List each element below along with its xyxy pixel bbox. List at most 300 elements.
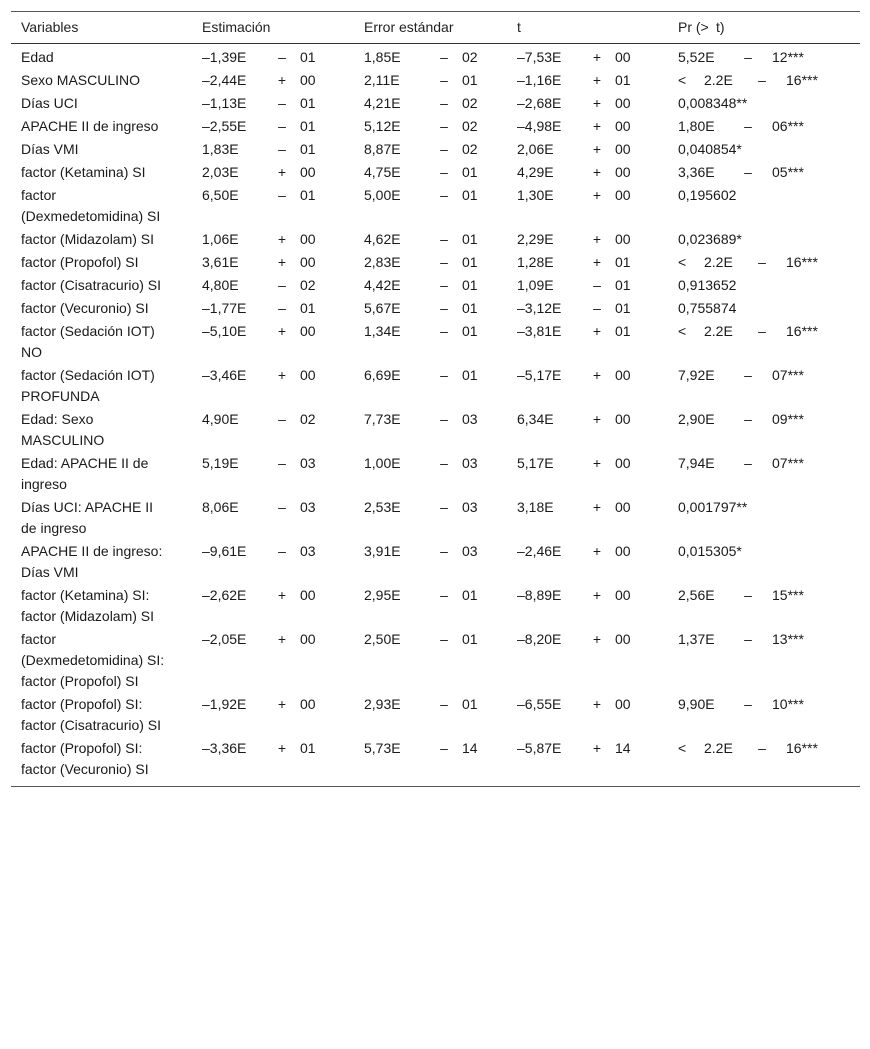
variable-label: Días UCI: APACHE II de ingreso <box>21 499 153 536</box>
p-exponent: 05*** <box>772 164 804 180</box>
cell-pr <box>668 69 860 92</box>
p-value <box>678 696 804 712</box>
table-row <box>11 452 860 496</box>
p-sign: – <box>744 455 752 471</box>
cell-t-sign: + <box>592 323 602 339</box>
cell-estimacion-mantissa: –2,44E <box>202 72 247 88</box>
cell-pr <box>668 496 860 540</box>
cell-t-mantissa: –8,89E <box>517 587 562 603</box>
p-exponent: 13*** <box>772 631 804 647</box>
cell-estimacion <box>192 184 354 228</box>
cell-estimacion-sign: – <box>278 141 286 157</box>
cell-variable <box>11 540 192 584</box>
table-row <box>11 408 860 452</box>
cell-estimacion-mantissa: 1,83E <box>202 141 239 157</box>
cell-estimacion-mantissa: –1,13E <box>202 95 247 111</box>
p-sign: – <box>744 631 752 647</box>
cell-error-estandar-sign: – <box>440 95 448 111</box>
p-mantissa: 2.2E <box>704 740 733 756</box>
cell-estimacion <box>192 138 354 161</box>
p-mantissa: 3,36E <box>678 164 715 180</box>
cell-t-sign: + <box>592 187 602 203</box>
cell-error-estandar-mantissa: 2,93E <box>364 696 401 712</box>
cell-error-estandar <box>354 297 507 320</box>
table-row <box>11 737 860 787</box>
p-sign: – <box>744 587 752 603</box>
cell-t-sign: + <box>592 587 602 603</box>
cell-error-estandar-mantissa: 2,83E <box>364 254 401 270</box>
header-pr-right: t) <box>716 19 725 35</box>
cell-estimacion-exponent: 01 <box>300 141 316 157</box>
cell-error-estandar-exponent: 01 <box>462 254 478 270</box>
p-value <box>678 740 818 756</box>
cell-pr <box>668 274 860 297</box>
p-exponent: 07*** <box>772 367 804 383</box>
cell-t <box>507 320 668 364</box>
cell-error-estandar-mantissa: 7,73E <box>364 411 401 427</box>
cell-estimacion-mantissa: –3,36E <box>202 740 247 756</box>
table-row <box>11 584 860 628</box>
cell-variable <box>11 364 192 408</box>
cell-estimacion <box>192 693 354 737</box>
cell-variable <box>11 628 192 693</box>
cell-error-estandar <box>354 44 507 70</box>
p-value: 0,195602 <box>678 187 737 203</box>
cell-t-mantissa: 1,09E <box>517 277 554 293</box>
cell-t-mantissa: 5,17E <box>517 455 554 471</box>
cell-error-estandar-mantissa: 2,50E <box>364 631 401 647</box>
variable-label: factor (Ketamina) SI <box>21 164 146 180</box>
cell-t <box>507 228 668 251</box>
cell-t <box>507 737 668 787</box>
cell-estimacion-exponent: 02 <box>300 411 316 427</box>
cell-t-mantissa: 6,34E <box>517 411 554 427</box>
cell-t-exponent: 00 <box>615 141 631 157</box>
cell-error-estandar <box>354 320 507 364</box>
cell-t-mantissa: –2,46E <box>517 543 562 559</box>
cell-error-estandar <box>354 496 507 540</box>
cell-error-estandar-sign: – <box>440 631 448 647</box>
cell-error-estandar <box>354 540 507 584</box>
cell-error-estandar-exponent: 02 <box>462 49 478 65</box>
cell-variable <box>11 496 192 540</box>
cell-estimacion-sign: – <box>278 499 286 515</box>
cell-error-estandar-mantissa: 5,00E <box>364 187 401 203</box>
cell-estimacion-sign: – <box>278 543 286 559</box>
cell-t-mantissa: –5,87E <box>517 740 562 756</box>
cell-error-estandar-sign: – <box>440 587 448 603</box>
cell-estimacion <box>192 228 354 251</box>
cell-t-mantissa: –8,20E <box>517 631 562 647</box>
cell-t-sign: + <box>592 631 602 647</box>
variable-label: Días UCI <box>21 95 78 111</box>
cell-variable <box>11 693 192 737</box>
cell-estimacion <box>192 496 354 540</box>
p-less-than: < <box>678 72 687 88</box>
cell-t-mantissa: 1,28E <box>517 254 554 270</box>
cell-estimacion-sign: + <box>277 164 287 180</box>
cell-estimacion-mantissa: –3,46E <box>202 367 247 383</box>
cell-pr <box>668 92 860 115</box>
cell-t <box>507 540 668 584</box>
cell-t-sign: + <box>592 455 602 471</box>
cell-error-estandar-exponent: 01 <box>462 587 478 603</box>
table-row <box>11 161 860 184</box>
cell-t-mantissa: –1,16E <box>517 72 562 88</box>
cell-estimacion-sign: – <box>278 95 286 111</box>
cell-estimacion-sign: + <box>277 72 287 88</box>
variable-label: Días VMI <box>21 141 79 157</box>
cell-estimacion <box>192 274 354 297</box>
cell-estimacion-sign: – <box>278 455 286 471</box>
cell-estimacion <box>192 161 354 184</box>
cell-error-estandar-exponent: 01 <box>462 277 478 293</box>
cell-variable <box>11 408 192 452</box>
cell-t <box>507 92 668 115</box>
cell-estimacion-exponent: 01 <box>300 187 316 203</box>
variable-label: factor (Sedación IOT) PROFUNDA <box>21 367 155 404</box>
cell-error-estandar-exponent: 03 <box>462 455 478 471</box>
cell-estimacion-exponent: 01 <box>300 49 316 65</box>
table-row <box>11 44 860 70</box>
cell-variable <box>11 138 192 161</box>
cell-estimacion-mantissa: 3,61E <box>202 254 239 270</box>
p-value: 0,755874 <box>678 300 737 316</box>
cell-estimacion-mantissa: –9,61E <box>202 543 247 559</box>
cell-estimacion-exponent: 01 <box>300 118 316 134</box>
cell-estimacion <box>192 115 354 138</box>
cell-t-exponent: 01 <box>615 300 631 316</box>
cell-estimacion <box>192 540 354 584</box>
cell-pr <box>668 693 860 737</box>
p-value: 0,023689* <box>678 231 742 247</box>
p-sign: – <box>744 164 752 180</box>
cell-estimacion-sign: + <box>277 323 287 339</box>
p-less-than: < <box>678 323 687 339</box>
cell-t-mantissa: –3,12E <box>517 300 562 316</box>
cell-error-estandar-mantissa: 4,62E <box>364 231 401 247</box>
cell-t <box>507 44 668 70</box>
cell-variable <box>11 228 192 251</box>
cell-variable <box>11 320 192 364</box>
variable-label: factor (Ketamina) SI: factor (Midazolam) SI <box>21 587 155 624</box>
header-pr <box>668 12 860 44</box>
cell-estimacion-sign: + <box>277 231 287 247</box>
p-value <box>678 72 818 88</box>
cell-error-estandar <box>354 184 507 228</box>
cell-t-exponent: 00 <box>615 367 631 383</box>
variable-label: factor (Propofol) SI: factor (Vecuronio) SI <box>21 740 149 777</box>
cell-error-estandar-sign: – <box>440 254 448 270</box>
cell-error-estandar <box>354 251 507 274</box>
variable-label: factor (Dexmedetomidina) SI <box>21 187 161 224</box>
p-value: 0,001797** <box>678 499 748 515</box>
cell-estimacion-exponent: 00 <box>300 587 316 603</box>
cell-estimacion <box>192 320 354 364</box>
cell-estimacion-sign: + <box>277 254 287 270</box>
variable-label: factor (Propofol) SI: factor (Cisatracurio) SI <box>21 696 162 733</box>
cell-t <box>507 408 668 452</box>
cell-error-estandar-sign: – <box>440 740 448 756</box>
cell-error-estandar-sign: – <box>440 543 448 559</box>
cell-t <box>507 628 668 693</box>
cell-variable <box>11 69 192 92</box>
cell-t-exponent: 00 <box>615 231 631 247</box>
p-sign: – <box>744 118 752 134</box>
cell-estimacion-mantissa: 6,50E <box>202 187 239 203</box>
variable-label: factor (Sedación IOT) NO <box>21 323 155 360</box>
p-value <box>678 49 804 65</box>
p-exponent: 10*** <box>772 696 804 712</box>
p-mantissa: 5,52E <box>678 49 715 65</box>
cell-estimacion-exponent: 03 <box>300 455 316 471</box>
p-sign: – <box>758 72 766 88</box>
cell-t-sign: + <box>592 141 602 157</box>
p-value <box>678 323 818 339</box>
cell-estimacion-exponent: 02 <box>300 277 316 293</box>
table-row <box>11 628 860 693</box>
p-mantissa: 2,56E <box>678 587 715 603</box>
cell-error-estandar-exponent: 01 <box>462 367 478 383</box>
cell-error-estandar-sign: – <box>440 411 448 427</box>
cell-t-sign: + <box>592 118 602 134</box>
cell-t-exponent: 01 <box>615 277 631 293</box>
cell-pr <box>668 408 860 452</box>
cell-t <box>507 364 668 408</box>
table-row <box>11 320 860 364</box>
cell-error-estandar-exponent: 02 <box>462 141 478 157</box>
cell-estimacion-sign: + <box>277 587 287 603</box>
p-less-than: < <box>678 254 687 270</box>
cell-estimacion-exponent: 00 <box>300 72 316 88</box>
cell-pr <box>668 364 860 408</box>
cell-error-estandar <box>354 138 507 161</box>
p-exponent: 16*** <box>786 323 818 339</box>
cell-t-exponent: 00 <box>615 49 631 65</box>
cell-pr <box>668 138 860 161</box>
cell-variable <box>11 161 192 184</box>
cell-estimacion-exponent: 00 <box>300 323 316 339</box>
cell-variable <box>11 452 192 496</box>
cell-error-estandar-mantissa: 1,85E <box>364 49 401 65</box>
cell-t-exponent: 00 <box>615 543 631 559</box>
cell-estimacion <box>192 69 354 92</box>
cell-pr <box>668 228 860 251</box>
cell-t-mantissa: –2,68E <box>517 95 562 111</box>
cell-estimacion <box>192 92 354 115</box>
cell-t-mantissa: 4,29E <box>517 164 554 180</box>
p-less-than: < <box>678 740 687 756</box>
cell-pr <box>668 184 860 228</box>
cell-t-exponent: 00 <box>615 455 631 471</box>
cell-error-estandar-sign: – <box>440 141 448 157</box>
cell-estimacion-mantissa: –2,55E <box>202 118 247 134</box>
cell-t <box>507 452 668 496</box>
variable-label: APACHE II de ingreso <box>21 118 159 134</box>
cell-pr <box>668 584 860 628</box>
cell-pr <box>668 452 860 496</box>
p-value <box>678 587 804 603</box>
cell-t-mantissa: –5,17E <box>517 367 562 383</box>
p-value <box>678 254 818 270</box>
cell-t-sign: – <box>593 277 601 293</box>
cell-error-estandar <box>354 161 507 184</box>
p-sign: – <box>758 254 766 270</box>
cell-t-sign: + <box>592 49 602 65</box>
p-mantissa: 2,90E <box>678 411 715 427</box>
cell-estimacion-mantissa: 5,19E <box>202 455 239 471</box>
cell-error-estandar-sign: – <box>440 300 448 316</box>
cell-estimacion-mantissa: –1,39E <box>202 49 247 65</box>
cell-t <box>507 496 668 540</box>
cell-error-estandar-exponent: 01 <box>462 323 478 339</box>
cell-t-mantissa: –4,98E <box>517 118 562 134</box>
cell-t-sign: + <box>592 696 602 712</box>
table-row <box>11 540 860 584</box>
cell-estimacion-sign: – <box>278 300 286 316</box>
cell-t-sign: + <box>592 72 602 88</box>
cell-estimacion-mantissa: –2,05E <box>202 631 247 647</box>
cell-error-estandar <box>354 628 507 693</box>
cell-estimacion-sign: – <box>278 49 286 65</box>
cell-t-exponent: 01 <box>615 72 631 88</box>
cell-error-estandar-sign: – <box>440 72 448 88</box>
cell-pr <box>668 320 860 364</box>
cell-error-estandar-exponent: 01 <box>462 696 478 712</box>
cell-error-estandar-mantissa: 4,21E <box>364 95 401 111</box>
variable-label: factor (Cisatracurio) SI <box>21 277 162 293</box>
p-value: 0,008348** <box>678 95 748 111</box>
cell-estimacion-sign: + <box>277 740 287 756</box>
cell-t-exponent: 00 <box>615 95 631 111</box>
p-value: 0,913652 <box>678 277 737 293</box>
table-row <box>11 297 860 320</box>
cell-variable <box>11 737 192 787</box>
variable-label: factor (Propofol) SI <box>21 254 139 270</box>
cell-t-exponent: 01 <box>615 323 631 339</box>
p-value: 0,040854* <box>678 141 742 157</box>
cell-t-sign: + <box>592 367 602 383</box>
cell-error-estandar-mantissa: 4,42E <box>364 277 401 293</box>
p-mantissa: 2.2E <box>704 254 733 270</box>
cell-t-mantissa: –6,55E <box>517 696 562 712</box>
cell-estimacion-sign: + <box>277 631 287 647</box>
cell-estimacion-mantissa: –2,62E <box>202 587 247 603</box>
variable-label: APACHE II de ingreso: Días VMI <box>21 543 163 580</box>
cell-error-estandar-exponent: 03 <box>462 543 478 559</box>
cell-error-estandar <box>354 408 507 452</box>
cell-t-exponent: 00 <box>615 164 631 180</box>
cell-pr <box>668 297 860 320</box>
cell-error-estandar <box>354 274 507 297</box>
cell-error-estandar <box>354 452 507 496</box>
cell-estimacion-sign: – <box>278 411 286 427</box>
cell-error-estandar-exponent: 14 <box>462 740 478 756</box>
variable-label: Edad <box>21 49 54 65</box>
p-mantissa: 7,92E <box>678 367 715 383</box>
variable-label: Sexo MASCULINO <box>21 72 141 88</box>
cell-error-estandar-sign: – <box>440 187 448 203</box>
table-row <box>11 496 860 540</box>
cell-error-estandar <box>354 69 507 92</box>
cell-error-estandar-mantissa: 8,87E <box>364 141 401 157</box>
p-mantissa: 2.2E <box>704 323 733 339</box>
variable-label: Edad: Sexo MASCULINO <box>21 411 105 448</box>
p-sign: – <box>758 740 766 756</box>
table-row <box>11 138 860 161</box>
cell-t-mantissa: 1,30E <box>517 187 554 203</box>
cell-estimacion <box>192 251 354 274</box>
cell-pr <box>668 115 860 138</box>
cell-variable <box>11 184 192 228</box>
cell-t-sign: + <box>592 411 602 427</box>
p-value <box>678 411 804 427</box>
cell-error-estandar-mantissa: 6,69E <box>364 367 401 383</box>
cell-estimacion <box>192 44 354 70</box>
cell-t-sign: + <box>592 254 602 270</box>
p-exponent: 16*** <box>786 254 818 270</box>
table-body <box>11 44 860 787</box>
p-exponent: 06*** <box>772 118 804 134</box>
cell-t-exponent: 00 <box>615 587 631 603</box>
cell-t-sign: + <box>592 543 602 559</box>
header-estimacion: Estimación <box>192 12 354 44</box>
regression-table-container <box>11 11 860 787</box>
cell-error-estandar <box>354 228 507 251</box>
table-row <box>11 115 860 138</box>
cell-error-estandar <box>354 584 507 628</box>
cell-error-estandar-exponent: 01 <box>462 187 478 203</box>
p-exponent: 16*** <box>786 72 818 88</box>
cell-error-estandar-mantissa: 5,73E <box>364 740 401 756</box>
cell-estimacion-exponent: 01 <box>300 95 316 111</box>
cell-error-estandar <box>354 693 507 737</box>
cell-t-exponent: 00 <box>615 187 631 203</box>
cell-estimacion-mantissa: –1,92E <box>202 696 247 712</box>
cell-estimacion-sign: + <box>277 696 287 712</box>
p-value <box>678 631 804 647</box>
p-sign: – <box>744 411 752 427</box>
cell-estimacion-exponent: 00 <box>300 631 316 647</box>
table-row <box>11 92 860 115</box>
cell-t <box>507 584 668 628</box>
cell-t-mantissa: –7,53E <box>517 49 562 65</box>
cell-variable <box>11 251 192 274</box>
cell-estimacion-exponent: 03 <box>300 543 316 559</box>
cell-pr <box>668 161 860 184</box>
p-sign: – <box>744 367 752 383</box>
cell-estimacion-exponent: 03 <box>300 499 316 515</box>
cell-t-exponent: 00 <box>615 631 631 647</box>
cell-error-estandar-sign: – <box>440 696 448 712</box>
cell-estimacion <box>192 584 354 628</box>
p-value <box>678 164 804 180</box>
cell-t-exponent: 01 <box>615 254 631 270</box>
cell-t-mantissa: –3,81E <box>517 323 562 339</box>
cell-variable <box>11 297 192 320</box>
cell-estimacion-exponent: 01 <box>300 740 316 756</box>
cell-t <box>507 693 668 737</box>
cell-error-estandar <box>354 364 507 408</box>
cell-t-sign: + <box>592 231 602 247</box>
cell-estimacion-exponent: 00 <box>300 367 316 383</box>
p-exponent: 09*** <box>772 411 804 427</box>
cell-pr <box>668 44 860 70</box>
cell-estimacion-sign: – <box>278 187 286 203</box>
cell-t <box>507 115 668 138</box>
cell-error-estandar-mantissa: 4,75E <box>364 164 401 180</box>
table-row <box>11 69 860 92</box>
